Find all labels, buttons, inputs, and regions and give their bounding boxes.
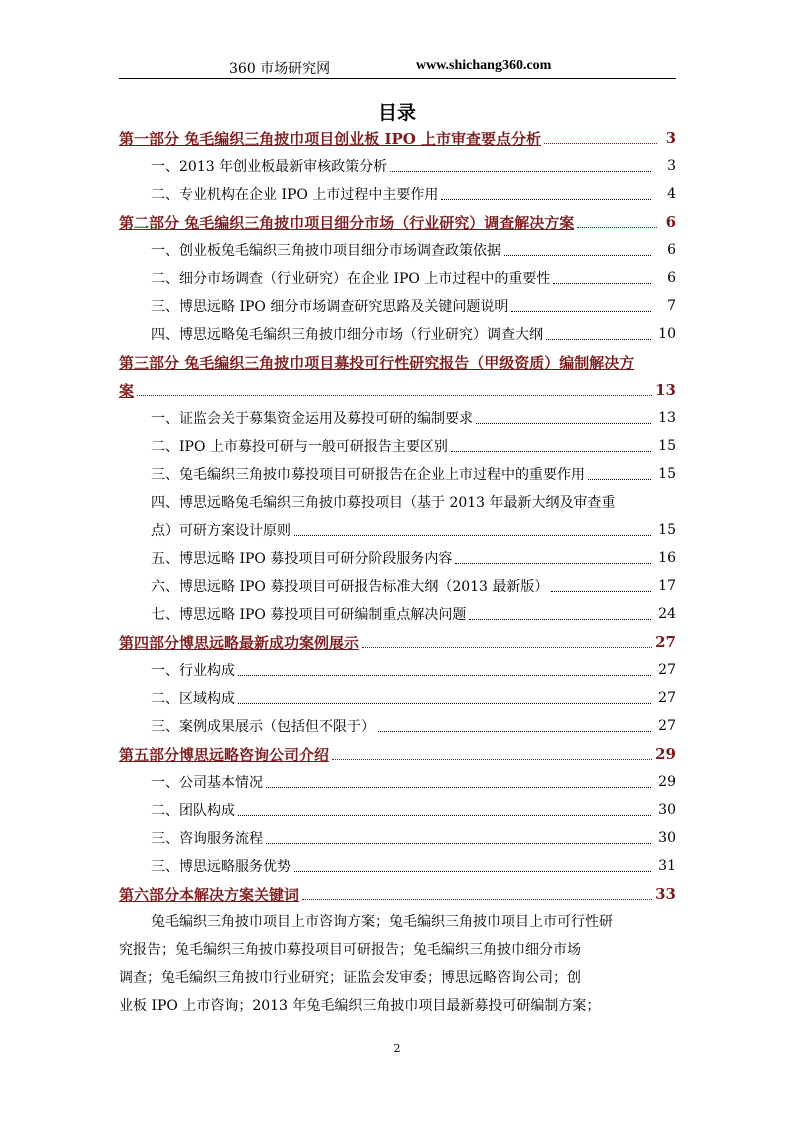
toc-sub-entry[interactable] xyxy=(119,768,676,796)
toc-page-number: 31 xyxy=(658,858,676,874)
toc-leader-dots xyxy=(302,899,652,900)
toc-leader-dots xyxy=(238,815,651,816)
toc-leader-dots xyxy=(455,563,651,564)
toc-page-number: 33 xyxy=(655,885,676,903)
toc-page-number: 27 xyxy=(655,633,676,651)
toc-sub-entry[interactable] xyxy=(119,684,676,712)
keywords-line: 调查；兔毛编织三角披巾行业研究；证监会发审委；博思远略咨询公司；创 xyxy=(119,970,581,986)
toc-entry-label: 点）可研方案设计原则 xyxy=(151,523,291,539)
toc-leader-dots xyxy=(266,843,651,844)
toc-leader-dots xyxy=(137,395,652,396)
toc-sub-entry[interactable] xyxy=(119,152,676,180)
toc-part-entry[interactable] xyxy=(119,880,676,908)
toc-entry-label: 六、博思远略 IPO 募投项目可研报告标准大纲（2013 最新版） xyxy=(151,579,549,595)
toc-sub-entry[interactable] xyxy=(119,236,676,264)
keywords-line: 究报告；兔毛编织三角披巾募投项目可研报告；兔毛编织三角披巾细分市场 xyxy=(119,942,581,958)
toc-part-entry[interactable] xyxy=(119,348,676,376)
toc-page-number: 24 xyxy=(658,606,676,622)
toc-leader-dots xyxy=(332,759,652,760)
toc-sub-entry[interactable] xyxy=(119,656,676,684)
keywords-paragraph xyxy=(119,908,676,1020)
toc-leader-dots xyxy=(238,675,651,676)
toc-page-number: 30 xyxy=(658,802,676,818)
toc-leader-dots xyxy=(238,703,651,704)
toc-entry-label: 三、兔毛编织三角披巾募投项目可研报告在企业上市过程中的重要作用 xyxy=(151,467,585,483)
toc-entry-label: 第五部分博思远略咨询公司介绍 xyxy=(119,745,330,764)
table-of-contents xyxy=(119,124,676,1020)
toc-sub-entry[interactable] xyxy=(119,796,676,824)
toc-sub-entry[interactable] xyxy=(119,600,676,628)
toc-entry-label: 案 xyxy=(119,381,135,400)
toc-page-number: 7 xyxy=(667,298,676,314)
toc-sub-entry[interactable] xyxy=(119,488,676,516)
toc-page-number: 27 xyxy=(658,690,676,706)
toc-page-number: 13 xyxy=(658,410,676,426)
toc-entry-label: 一、行业构成 xyxy=(151,663,235,679)
page-header xyxy=(119,58,676,79)
toc-entry-label: 三、博思远略 IPO 细分市场调查研究思路及关键问题说明 xyxy=(151,299,509,315)
toc-leader-dots xyxy=(551,591,651,592)
toc-sub-entry[interactable] xyxy=(119,824,676,852)
toc-title: 目录 xyxy=(377,102,416,124)
toc-sub-entry[interactable] xyxy=(119,264,676,292)
toc-page-number: 13 xyxy=(655,381,676,399)
toc-sub-entry[interactable] xyxy=(119,320,676,348)
toc-entry-label: 二、团队构成 xyxy=(151,803,235,819)
toc-entry-label: 第三部分 兔毛编织三角披巾项目募投可行性研究报告（甲级资质）编制解决方 xyxy=(119,353,635,372)
toc-entry-label: 二、IPO 上市募投可研与一般可研报告主要区别 xyxy=(151,439,448,455)
toc-entry-label: 二、专业机构在企业 IPO 上市过程中主要作用 xyxy=(151,187,439,203)
toc-page-number: 27 xyxy=(658,718,676,734)
toc-page-number: 6 xyxy=(665,213,676,231)
toc-entry-label: 三、咨询服务流程 xyxy=(151,831,263,847)
toc-entry-label: 四、博思远略兔毛编织三角披巾细分市场（行业研究）调查大纲 xyxy=(151,327,543,343)
toc-entry-label: 一、公司基本情况 xyxy=(151,775,263,791)
toc-entry-label: 五、博思远略 IPO 募投项目可研分阶段服务内容 xyxy=(151,551,453,567)
toc-leader-dots xyxy=(294,535,651,536)
toc-page-number: 15 xyxy=(658,466,676,482)
toc-page-number: 17 xyxy=(658,578,676,594)
toc-leader-dots xyxy=(266,787,651,788)
toc-sub-entry[interactable] xyxy=(119,432,676,460)
site-name: 360 市场研究网 xyxy=(229,61,331,77)
toc-sub-entry[interactable] xyxy=(119,572,676,600)
toc-leader-dots xyxy=(476,423,651,424)
toc-leader-dots xyxy=(362,647,652,648)
toc-entry-continuation[interactable] xyxy=(119,516,676,544)
toc-page-number: 16 xyxy=(658,550,676,566)
toc-leader-dots xyxy=(390,171,651,172)
toc-sub-entry[interactable] xyxy=(119,460,676,488)
toc-entry-label: 第六部分本解决方案关键词 xyxy=(119,885,300,904)
toc-entry-label: 第二部分 兔毛编织三角披巾项目细分市场（行业研究）调查解决方案 xyxy=(119,213,575,232)
toc-leader-dots xyxy=(546,339,651,340)
toc-sub-entry[interactable] xyxy=(119,712,676,740)
toc-leader-dots xyxy=(441,199,651,200)
toc-entry-label: 二、细分市场调查（行业研究）在企业 IPO 上市过程中的重要性 xyxy=(151,271,551,287)
toc-page-number: 6 xyxy=(667,242,676,258)
toc-entry-label: 一、2013 年创业板最新审核政策分析 xyxy=(151,159,388,175)
toc-leader-dots xyxy=(294,871,651,872)
toc-entry-label: 一、创业板兔毛编织三角披巾项目细分市场调查政策依据 xyxy=(151,243,501,259)
toc-part-entry[interactable] xyxy=(119,740,676,768)
toc-leader-dots xyxy=(504,255,651,256)
toc-part-entry[interactable] xyxy=(119,208,676,236)
toc-sub-entry[interactable] xyxy=(119,404,676,432)
toc-sub-entry[interactable] xyxy=(119,852,676,880)
toc-leader-dots xyxy=(378,731,651,732)
toc-page-number: 30 xyxy=(658,830,676,846)
toc-page-number: 3 xyxy=(665,129,676,147)
toc-leader-dots xyxy=(577,227,657,228)
toc-entry-label: 第一部分 兔毛编织三角披巾项目创业板 IPO 上市审查要点分析 xyxy=(119,129,542,148)
toc-sub-entry[interactable] xyxy=(119,292,676,320)
toc-page-number: 3 xyxy=(667,158,676,174)
toc-part-entry[interactable] xyxy=(119,124,676,152)
toc-page-number: 27 xyxy=(658,662,676,678)
toc-entry-label: 三、案例成果展示（包括但不限于） xyxy=(151,719,375,735)
keywords-line: 业板 IPO 上市咨询；2013 年兔毛编织三角披巾项目最新募投可研编制方案； xyxy=(119,998,601,1014)
toc-leader-dots xyxy=(451,451,651,452)
toc-entry-label: 四、博思远略兔毛编织三角披巾募投项目（基于 2013 年最新大纲及审查重 xyxy=(151,495,616,511)
toc-leader-dots xyxy=(588,479,651,480)
toc-entry-label: 第四部分博思远略最新成功案例展示 xyxy=(119,633,360,652)
toc-entry-label: 二、区域构成 xyxy=(151,691,235,707)
toc-page-number: 29 xyxy=(658,774,676,790)
toc-leader-dots xyxy=(553,283,651,284)
toc-entry-label: 一、证监会关于募集资金运用及募投可研的编制要求 xyxy=(151,411,473,427)
site-url[interactable]: www.shichang360.com xyxy=(416,58,552,73)
toc-page-number: 10 xyxy=(658,326,676,342)
toc-page-number: 4 xyxy=(667,186,676,202)
toc-page-number: 15 xyxy=(658,522,676,538)
toc-sub-entry[interactable] xyxy=(119,180,676,208)
toc-leader-dots xyxy=(469,619,651,620)
toc-page-number: 29 xyxy=(655,745,676,763)
keywords-line: 兔毛编织三角披巾项目上市咨询方案；兔毛编织三角披巾项目上市可行性研 xyxy=(151,914,613,930)
toc-part-entry[interactable] xyxy=(119,628,676,656)
page-number: 2 xyxy=(393,1042,401,1055)
toc-sub-entry[interactable] xyxy=(119,544,676,572)
toc-leader-dots xyxy=(511,311,651,312)
toc-page-number: 6 xyxy=(667,270,676,286)
toc-entry-label: 七、博思远略 IPO 募投项目可研编制重点解决问题 xyxy=(151,607,467,623)
toc-entry-label: 三、博思远略服务优势 xyxy=(151,859,291,875)
toc-leader-dots xyxy=(544,143,657,144)
toc-entry-continuation[interactable] xyxy=(119,376,676,404)
toc-page-number: 15 xyxy=(658,438,676,454)
